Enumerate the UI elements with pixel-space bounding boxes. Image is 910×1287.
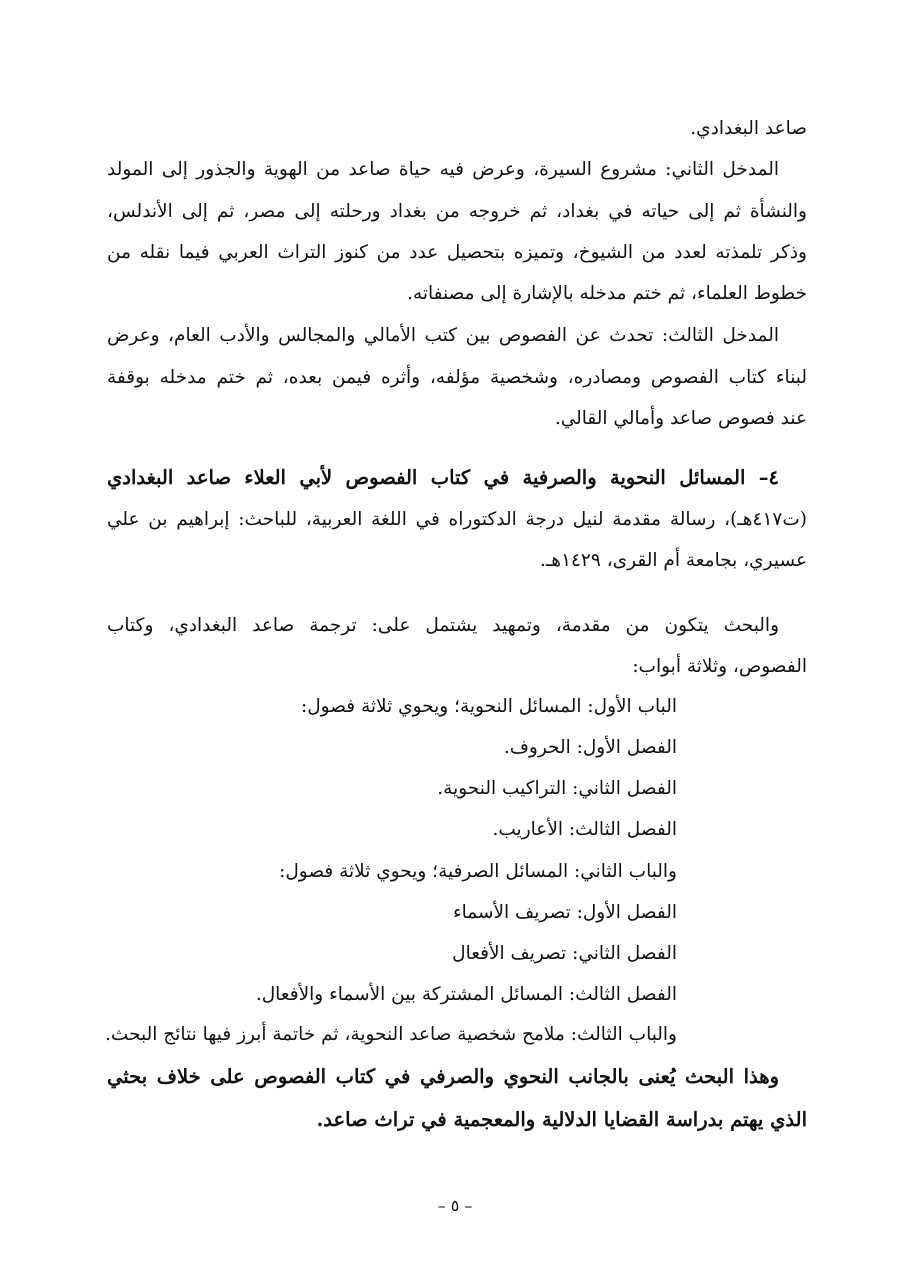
paragraph-line: الفصوص، وثلاثة أبواب: [632,656,807,677]
list-item: الفصل الثالث: المسائل المشتركة بين الأسماء والأفعال. [255,984,677,1005]
paragraph-line: عسيري، بجامعة أم القرى، ١٤٢٩هـ. [540,550,807,571]
list-item: الفصل الثاني: التراكيب النحوية. [437,778,677,799]
bold-note-line: وهذا البحث يُعنى بالجانب النحوي والصرفي في كتاب الفصوص على خلاف بحثي [107,1065,779,1088]
paragraph-line: لبناء كتاب الفصوص ومصادره، وشخصية مؤلفه، وأثره فيمن بعده، ثم ختم مدخله بوقفة [107,367,807,388]
paragraph-line: خطوط العلماء، ثم ختم مدخله بالإشارة إلى مصنفاته. [407,283,807,304]
paragraph-line: عند فصوص صاعد وأمالي القالي. [554,408,807,429]
list-item: والباب الثالث: ملامح شخصية صاعد النحوية، ثم خاتمة أبرز فيها نتائج البحث. [105,1024,677,1045]
paragraph-line: المدخل الثالث: تحدث عن الفصوص بين كتب الأمالي والمجالس والأدب العام، وعرض [107,325,779,346]
list-item: والباب الثاني: المسائل الصرفية؛ ويحوي ثلاثة فصول: [279,861,677,882]
paragraph-line: صاعد البغدادي. [690,118,807,139]
list-item: الفصل الأول: الحروف. [503,737,677,758]
bold-note-line: الذي يهتم بدراسة القضايا الدلالية والمعجمية في تراث صاعد. [316,1108,807,1131]
section-heading: ٤– المسائل النحوية والصرفية في كتاب الفصوص لأبي العلاء صاعد البغدادي [107,466,779,489]
list-item: الفصل الأول: تصريف الأسماء [452,902,677,923]
list-item: الباب الأول: المسائل النحوية؛ ويحوي ثلاثة فصول: [300,696,677,717]
paragraph-line: المدخل الثاني: مشروع السيرة، وعرض فيه حياة صاعد من الهوية والجذور إلى المولد [107,159,779,180]
paragraph-line: والنشأة ثم إلى حياته في بغداد، ثم خروجه من بغداد ورحلته إلى مصر، ثم إلى الأندلس، [107,201,807,222]
paragraph-line: (ت٤١٧هـ)، رسالة مقدمة لنيل درجة الدكتوراه في اللغة العربية، للباحث: إبراهيم بن علي [107,509,807,530]
page-number: – ٥ – [437,1196,473,1215]
list-item: الفصل الثالث: الأعاريب. [492,819,677,840]
paragraph-line: وذكر تلمذته لعدد من الشيوخ، وتميزه بتحصيل عدد من كنوز التراث العربي فيما نقله من [107,242,807,263]
paragraph-line: والبحث يتكون من مقدمة، وتمهيد يشتمل على: ترجمة صاعد البغدادي، وكتاب [107,615,779,636]
list-item: الفصل الثاني: تصريف الأفعال [452,943,677,964]
